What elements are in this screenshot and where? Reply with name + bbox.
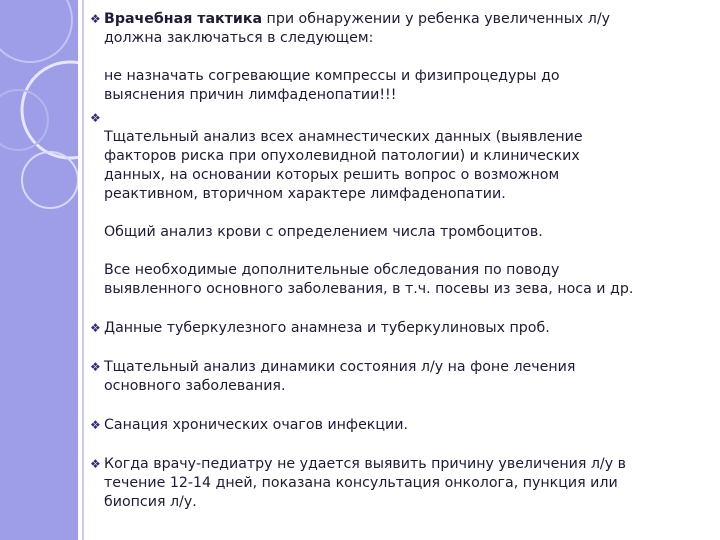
slide-content xyxy=(90,10,710,512)
circles-decoration-icon xyxy=(0,0,78,540)
item-text-line: Когда врачу-педиатру не удается выявить причину увеличения л/у в xyxy=(104,456,626,472)
list-item xyxy=(90,358,710,396)
item-text-line: Санация хронических очагов инфекции. xyxy=(104,417,408,433)
list-item xyxy=(90,319,710,338)
item-text-line: Данные туберкулезного анамнеза и туберкулиновых проб. xyxy=(104,320,550,336)
item-text: при обнаружении у ребенка увеличенных л/у xyxy=(262,11,611,27)
list-item xyxy=(90,455,710,512)
sub-text-line: выяснения причин лимфаденопатии!!! xyxy=(104,87,397,103)
list-item xyxy=(90,10,710,105)
diamond-bullet-icon: ❖ xyxy=(90,12,101,26)
diamond-bullet-icon: ❖ xyxy=(90,360,101,374)
item-text-line: реактивном, вторичном характере лимфаденопатии. xyxy=(104,186,506,202)
item-text-line: выявленного основного заболевания, в т.ч. посевы из зева, носа и др. xyxy=(104,281,634,297)
item-text-line: основного заболевания. xyxy=(104,378,286,394)
sub-text-line: не назначать согревающие компрессы и физипроцедуры до xyxy=(104,68,560,84)
decorative-sidebar xyxy=(0,0,78,540)
diamond-bullet-icon: ❖ xyxy=(90,457,101,471)
diamond-bullet-icon: ❖ xyxy=(90,321,101,335)
diamond-bullet-icon: ❖ xyxy=(90,418,101,432)
list-item xyxy=(90,109,710,299)
list-item xyxy=(90,416,710,435)
item-text-line: Общий анализ крови с определением числа тромбоцитов. xyxy=(104,224,543,240)
item-text-line: данных, на основании которых решить вопрос о возможном xyxy=(104,167,560,183)
item-text-line: Тщательный анализ динамики состояния л/у на фоне лечения xyxy=(104,359,576,375)
item-text-line: течение 12-14 дней, показана консультация онколога, пункция или xyxy=(104,475,618,491)
sidebar-divider-shade xyxy=(82,0,84,540)
item-text-line: биопсия л/у. xyxy=(104,494,197,510)
item-text-line: должна заключаться в следующем: xyxy=(104,30,374,46)
item-text-line: Тщательный анализ всех анамнестических данных (выявление xyxy=(104,129,583,145)
item-text-line: Все необходимые дополнительные обследования по поводу xyxy=(104,262,560,278)
item-text-line: факторов риска при опухолевидной патологии) и клинических xyxy=(104,148,580,164)
diamond-bullet-icon: ❖ xyxy=(90,111,101,125)
lead-term: Врачебная тактика xyxy=(104,11,263,27)
